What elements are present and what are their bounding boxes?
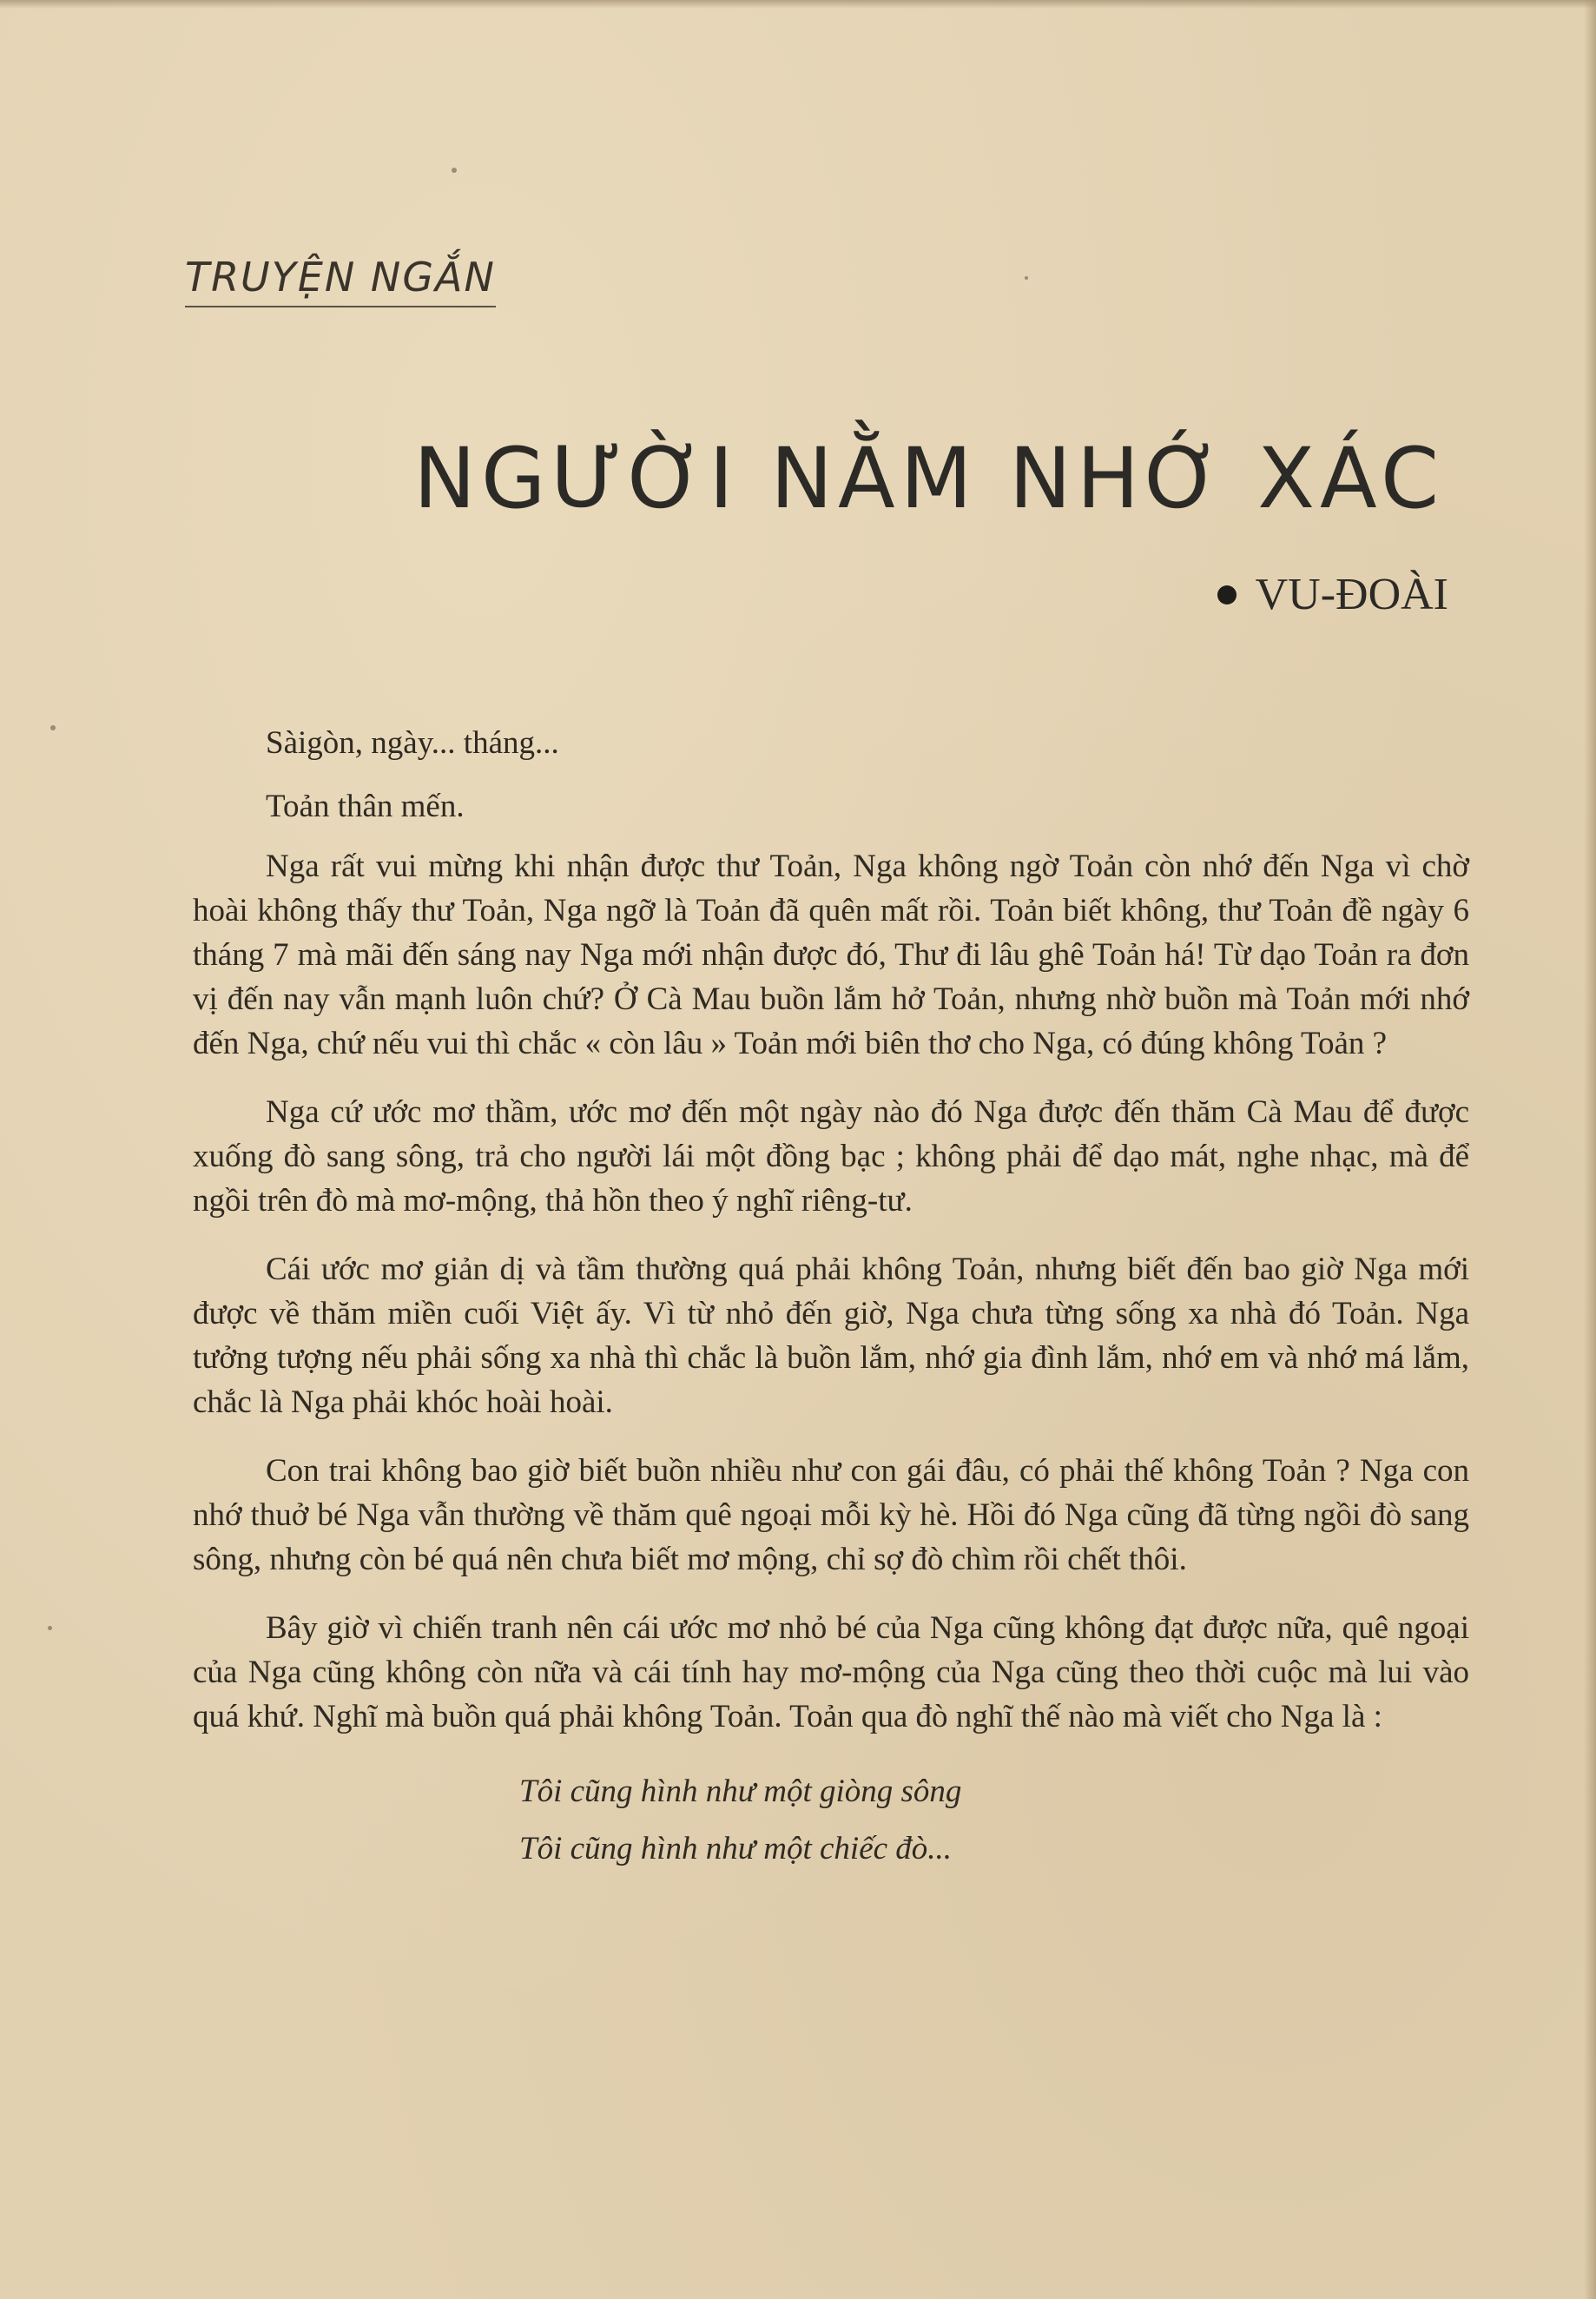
letter-paragraph: Con trai không bao giờ biết buồn nhiều như con gái đâu, có phải thế không Toản ? Nga con nhớ thuở bé Nga vẫn thường về thăm quê ngoại mỗi kỳ hè. Hồi đó Nga cũng đã từng ngồi đò sang sông, nhưng còn bé quá nên chưa biết mơ mộng, chỉ sợ đò chìm rồi chết thôi. — [193, 1453, 1469, 1577]
paper-speck — [1025, 276, 1028, 280]
poem-line: Tôi cũng hình như một chiếc đò... — [519, 1831, 953, 1866]
letter-greeting: Toản thân mến. — [266, 789, 465, 824]
letter-paragraph: Nga cứ ước mơ thầm, ước mơ đến một ngày nào đó Nga được đến thăm Cà Mau để được xuống đò sang sông, trả cho người lái một đồng bạc ; không phải để dạo mát, nghe nhạc, mà để ngồi trên đò mà mơ-mộng, thả hồn theo ý nghĩ riêng-tư. — [193, 1094, 1469, 1219]
poem-line: Tôi cũng hình như một giòng sông — [519, 1774, 962, 1809]
letter-paragraph: Bây giờ vì chiến tranh nên cái ước mơ nhỏ bé của Nga cũng không đạt được nữa, quê ngoại của Nga cũng không còn nữa và cái tính hay mơ-mộng của Nga cũng theo thời cuộc mà lui vào quá khứ. Nghĩ mà buồn quá phải không Toản. Toản qua đò nghĩ thế nào mà viết cho Nga là : — [193, 1610, 1469, 1734]
poem-quote — [519, 1763, 1469, 1878]
letter-body — [193, 721, 1469, 1878]
author-line — [1217, 569, 1448, 620]
paper-speck — [50, 725, 56, 730]
paper-speck — [48, 1626, 52, 1630]
bullet-icon — [1217, 585, 1237, 604]
author-name: VU-ĐOÀI — [1255, 570, 1448, 619]
letter-paragraph: Nga rất vui mừng khi nhận được thư Toản, Nga không ngờ Toản còn nhớ đến Nga vì chờ hoài không thấy thư Toản, Nga ngỡ là Toản đã quên mất rồi. Toản biết không, thư Toản đề ngày 6 tháng 7 mà mãi đến sáng nay Nga mới nhận được đó, Thư đi lâu ghê Toản há! Từ dạo Toản ra đơn vị đến nay vẫn mạnh luôn chứ? Ở Cà Mau buồn lắm hở Toản, nhưng nhờ buồn mà Toản mới nhớ đến Nga, chứ nếu vui thì chắc « còn lâu » Toản mới biên thơ cho Nga, có đúng không Toản ? — [193, 849, 1469, 1061]
letter-paragraph: Cái ước mơ giản dị và tầm thường quá phải không Toản, nhưng biết đến bao giờ Nga mới được về thăm miền cuối Việt ấy. Vì từ nhỏ đến giờ, Nga chưa từng sống xa nhà đó Toản. Nga tưởng tượng nếu phải sống xa nhà thì chắc là buồn lắm, nhớ gia đình lắm, nhớ em và nhớ má lắm, chắc là Nga phải khóc hoài hoài. — [193, 1252, 1469, 1420]
letter-date: Sàigòn, ngày... tháng... — [266, 725, 559, 761]
page-right-edge — [1584, 0, 1596, 2299]
page-top-edge — [0, 0, 1596, 9]
section-label: TRUYỆN NGẮN — [185, 254, 496, 307]
paper-speck — [452, 168, 457, 173]
story-title: NGƯỜI NẰM NHỚ XÁC — [413, 430, 1444, 527]
